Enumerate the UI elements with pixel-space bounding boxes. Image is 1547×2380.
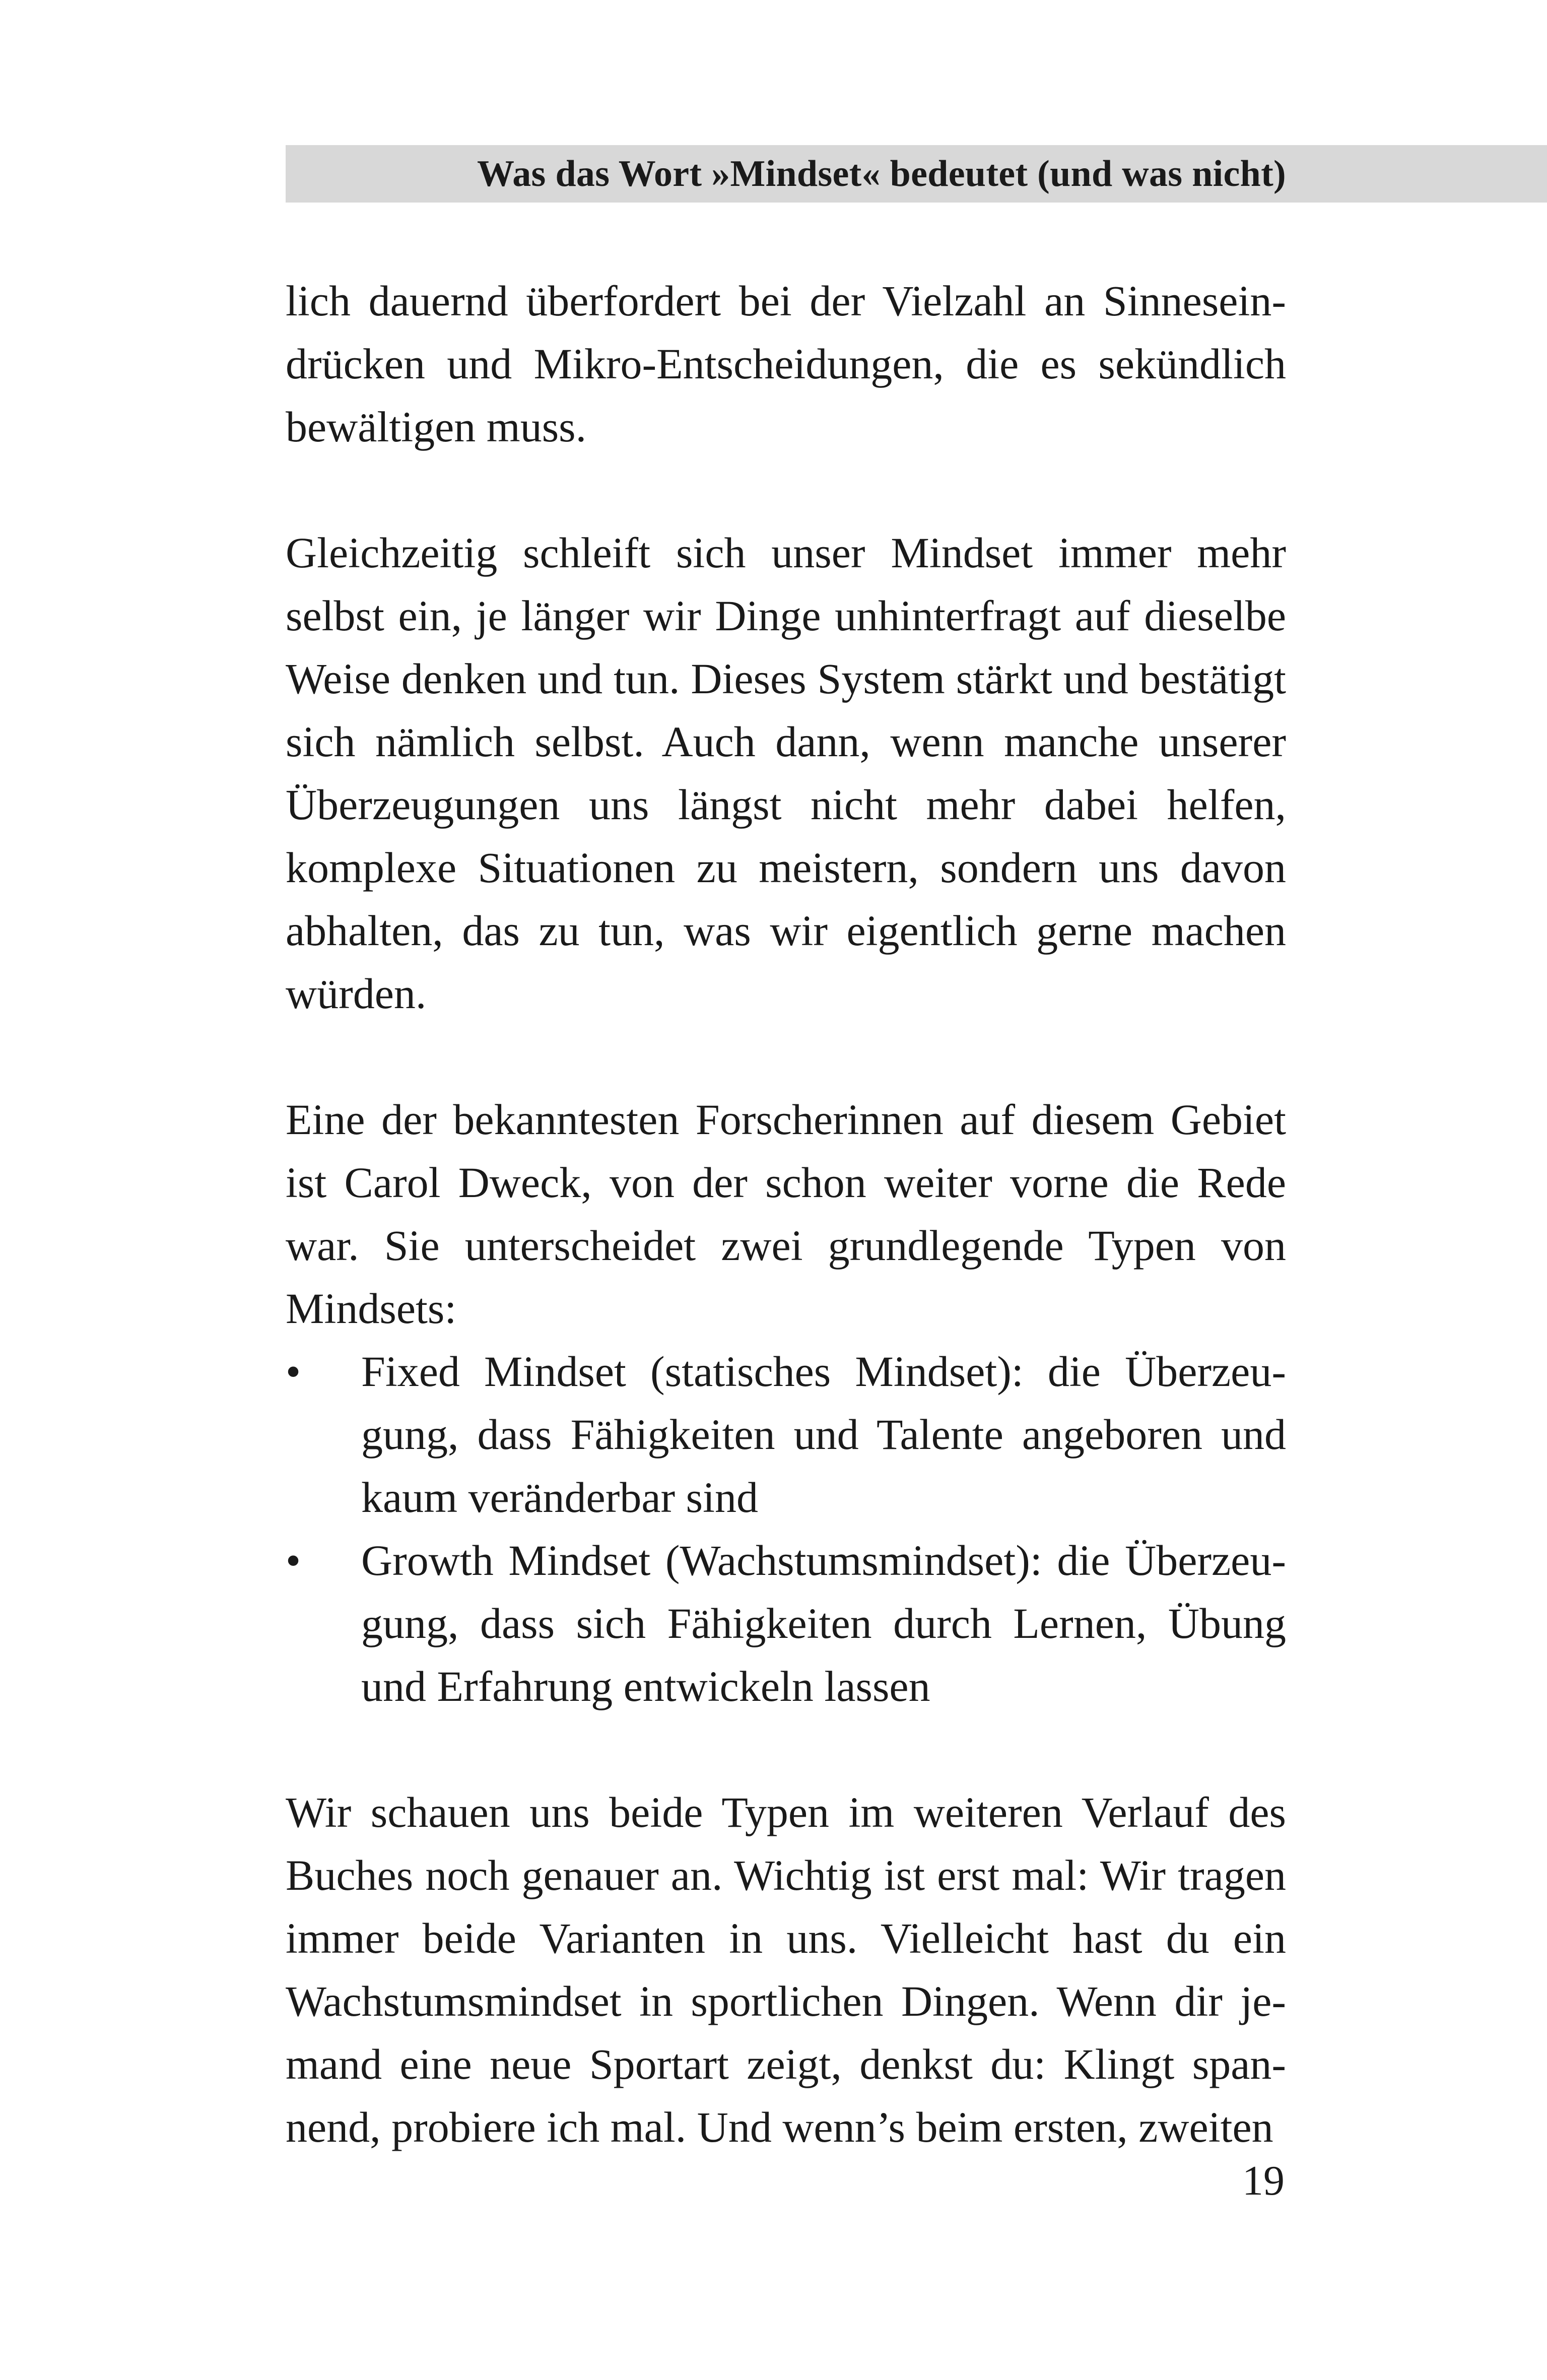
running-header-title: Was das Wort »Mindset« bedeutet (und was nicht)	[477, 153, 1286, 194]
mindset-types-list	[286, 1340, 1286, 1718]
list-item-growth-mindset	[286, 1529, 1286, 1718]
paragraph-3: Eine der bekanntesten Forscherinnen auf diesem Gebiet ist Carol Dweck, von der schon weiter vorne die Rede war. Sie unterscheidet zwei grundlegende Typen von Mindsets:	[286, 1095, 1286, 1333]
list-item-fixed-mindset	[286, 1340, 1286, 1529]
paragraph-1: lich dauernd überfordert bei der Vielzahl an Sinneseindrücken und Mikro-Entscheidungen, die es sekündlich bewältigen muss.	[286, 277, 1286, 451]
bullet-icon: •	[286, 1536, 301, 1584]
page-number: 19	[1242, 2157, 1285, 2204]
page-body	[286, 270, 1286, 2159]
list-item-text: Fixed Mindset (statisches Mindset): die Überzeugung, dass Fähigkeiten und Talente angeboren und kaum veränderbar sind	[361, 1347, 1286, 1522]
list-item-text: Growth Mindset (Wachstumsmindset): die Überzeugung, dass sich Fähigkeiten durch Lernen, Übung und Erfahrung entwickeln lassen	[361, 1536, 1286, 1710]
paragraph-2: Gleichzeitig schleift sich unser Mindset immer mehr selbst ein, je länger wir Dinge unhinterfragt auf dieselbe Weise denken und tun. Dieses System stärkt und bestätigt sich nämlich selbst. Auch dann, wenn manche unserer Überzeugungen uns längst nicht mehr dabei helfen, komplexe Situationen zu meistern, sondern uns davon abhalten, das zu tun, was wir eigentlich gerne machen würden.	[286, 528, 1286, 1018]
paragraph-4: Wir schauen uns beide Typen im weiteren Verlauf des Buches noch genauer an. Wichtig ist erst mal: Wir tragen immer beide Varianten in uns. Vielleicht hast du ein Wachstumsmindset in sportlichen Dingen. Wenn dir jemand eine neue Sportart zeigt, denkst du: Klingt spannend, probiere ich mal. Und wenn’s beim ersten, zweiten	[286, 1788, 1286, 2151]
bullet-icon: •	[286, 1347, 301, 1396]
